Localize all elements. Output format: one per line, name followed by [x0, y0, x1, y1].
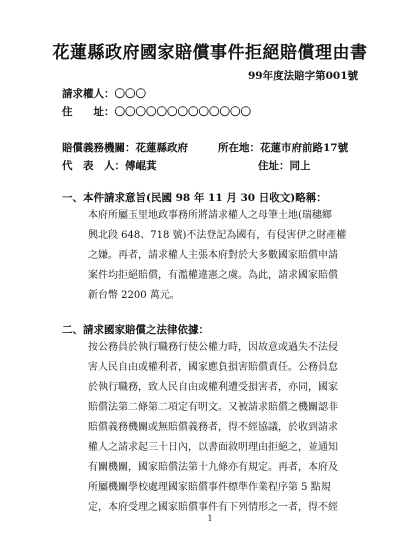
- section-2-line: 害人民自由或權利者，國家應負損害賠償責任。公務員怠: [88, 362, 338, 373]
- address-line: 住 址：〇〇〇〇〇〇〇〇〇〇〇〇〇: [62, 106, 251, 118]
- claimant-line: 請求權人：〇〇〇: [62, 88, 146, 100]
- section-2-line: 賠償義務機關或無賠償義務者，得不經協議，於收到請求: [88, 422, 338, 433]
- page-number: 1: [207, 514, 213, 523]
- section-2-line: 賠償法第二條第二項定有明文。又被請求賠償之機關認非: [88, 402, 338, 413]
- section-1-line: 新台幣 2200 萬元。: [88, 290, 180, 301]
- agency-location: 所在地：花蓮市府前路17號: [218, 142, 349, 154]
- agency-line: 賠償義務機關：花蓮縣政府: [62, 142, 188, 154]
- section-2-line: 按公務員於執行職務行使公權力時，因故意或過失不法侵: [88, 342, 338, 353]
- section-2-line: 權人之請求起三十日內，以書面敘明理由拒絕之，並通知: [88, 442, 338, 453]
- section-1-line: 之嫌。再者，請求權人主張本府對於大多數國家賠償申請: [88, 250, 338, 261]
- section-1-body: [88, 206, 360, 306]
- section-2-line: 定，本府受理之國家賠償事件有下列情形之一者，得不經: [88, 502, 338, 513]
- section-1-line: 興北段 648、718 號)不法登記為國有，有侵害伊之財產權: [88, 230, 347, 241]
- document-number: 99年度法賠字第001號: [247, 70, 358, 82]
- section-2-line: 所屬機關學校處理國家賠償事件標準作業程序第 5 點規: [88, 482, 331, 493]
- representative-line: 代 表 人：傅崐萁: [62, 160, 157, 172]
- section-1-heading: 一、本件請求意旨(民國 98 年 11 月 30 日收文)略稱：: [62, 192, 327, 204]
- representative-address: 住址：同上: [258, 160, 311, 172]
- section-2-line: 於執行職務，致人民自由或權利遭受損害者，亦同，國家: [88, 382, 338, 393]
- section-2-heading: 二、請求國家賠償之法律依據：: [62, 324, 209, 336]
- document-title: 花蓮縣政府國家賠償事件拒絕賠償理由書: [52, 43, 368, 63]
- section-1-line: 案件均拒絕賠償，有濫權違憲之虞。為此，請求國家賠償: [88, 270, 338, 281]
- section-2-line: 有關機關，國家賠償法第十九條亦有規定。再者，本府及: [88, 462, 338, 473]
- section-2-body: [88, 338, 360, 518]
- section-1-line: 本府所屬玉里地政事務所將請求權人之母筆土地(瑞穗鄉: [88, 210, 332, 221]
